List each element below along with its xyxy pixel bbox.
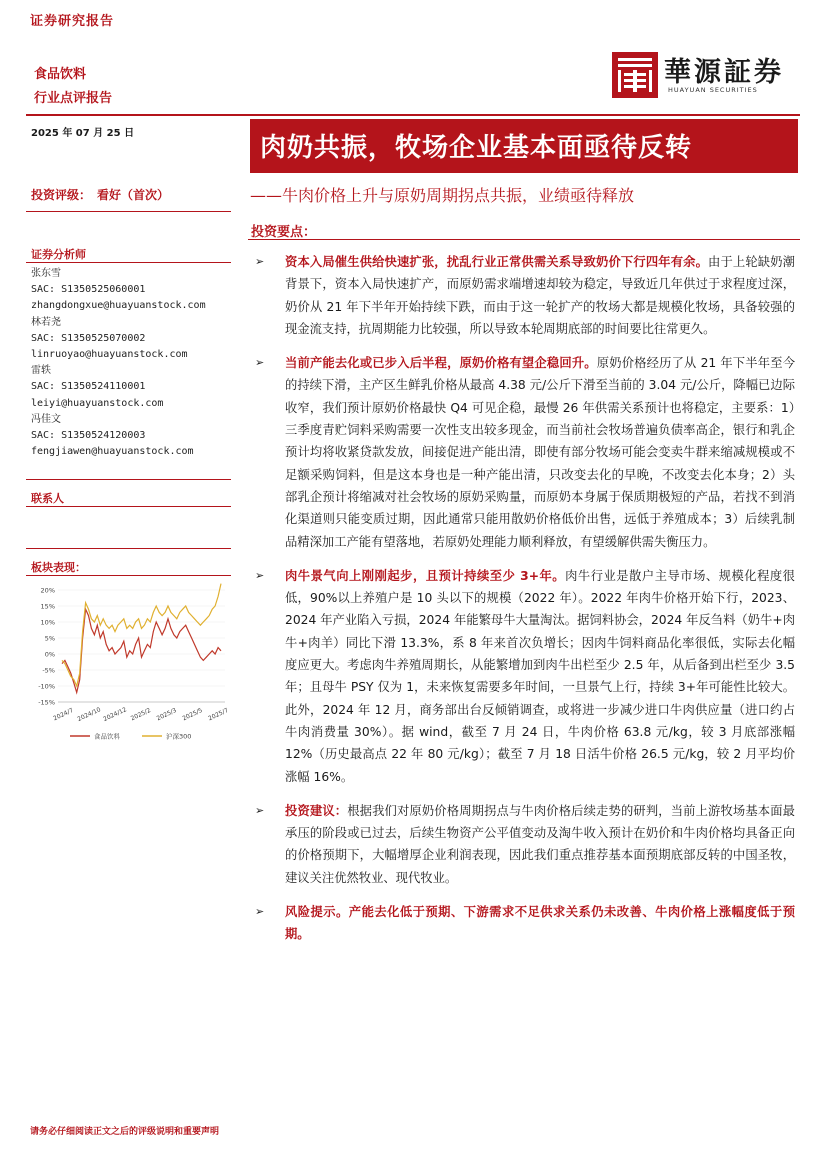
sector-block bbox=[34, 63, 112, 111]
board-performance-heading: 板块表现： bbox=[31, 561, 86, 574]
x-tick-label: 2025/5 bbox=[181, 707, 204, 723]
report-subtitle: ——牛肉价格上升与原奶周期拐点共振，业绩亟待释放 bbox=[250, 186, 635, 205]
header-divider bbox=[26, 114, 800, 116]
left-divider bbox=[26, 506, 231, 507]
analyst-email: linruoyao@huayuanstock.com bbox=[31, 349, 188, 361]
analyst-email: zhangdongxue@huayuanstock.com bbox=[31, 300, 206, 312]
right-divider bbox=[248, 239, 800, 240]
point-body: 肉牛行业是散户主导市场、规模化程度很低，90%以上养殖户是 10 头以下的规模（2022 年）。2022 年肉牛价格开始下行，2023、2024 年产业陷入亏损，2024 年能繁母牛大量淘汰。据饲料协会，2024 年反刍料（奶牛+肉牛+肉羊）同比下滑 13.3%，系 8 年来首次负增长；因肉牛饲料商品化率很低，实际去化幅度应更大。考虑肉牛养殖周期长，从能繁增加到肉牛出栏至少 2.5 年，从后备到出栏至少 3.5 年；且母牛 PSY 仅为 1，未来恢复需要多年时间，一旦景气上行，持续 3+年可能性比较大。此外，2024 年 12 月，商务部出台反倾销调查，或将进一步减少进口牛肉供应量（进口约占牛肉消费量 30%）。据 wind，截至 7 月 24 日，牛肉价格 63.8 元/kg，较 3 月底部涨幅 12%（历史最高点 22 年 80 元/kg）；截至 7 月 18 日活牛价格 26.5 元/kg，较 2 月平均价涨幅 16%。 bbox=[285, 568, 795, 784]
point-body: 由于上轮缺奶潮背景下，资本入局快速扩产，而原奶需求端增速却较为稳定，导致近几年供过于求程度过深，奶价从 21 年下半年开始持续下跌，而由于这一轮扩产的牧场大都是规模化牧场，具备较强的现金流支持，抗周期能力比较强，所以导致本轮周期底部的时间要比往常更久。 bbox=[285, 255, 795, 336]
analyst-name: 冯佳文 bbox=[31, 413, 61, 425]
investment-rating bbox=[31, 186, 169, 203]
point-body: 原奶价格经历了从 21 年下半年至今的持续下滑，主产区生鲜乳价格从最高 4.38 元/公斤下滑至当前的 3.04 元/公斤，降幅已边际收窄，我们预计原奶价格最快 Q4 可见企稳，最慢 26 年供需关系预计也将稳定，主要系：1）三季度青贮饲料采购需要一次性支出较多现金，而当前社会牧场普遍负债率高企，银行和乳企预计均将收紧贷款发放，间接促进产能出清，即使有部分牧场可能会变卖牛群来缩减规模或不足额采购饲料，但是这本身也是一种产能出清，只改变去化的早晚，不改变去化本身；2）头部乳企预计将缩减对社会牧场的原奶采购量，而原奶本身属于保质期极短的产品，若找不到消化渠道则只能变质过期，因此通常只能用散奶价格低价出售，远低于养殖成本；3）后续乳制品精深加工产能有望落地，若原奶处理能力顺利释放，有望缓解供需失衡压力。 bbox=[285, 356, 795, 549]
left-divider bbox=[26, 479, 231, 480]
analyst-email: fengjiawen@huayuanstock.com bbox=[31, 446, 194, 458]
report-title: 肉奶共振，牧场企业基本面亟待反转 bbox=[260, 133, 693, 163]
y-tick-label: 15% bbox=[40, 602, 55, 611]
report-type-label: 证券研究报告 bbox=[30, 14, 115, 29]
x-tick-label: 2025/2 bbox=[129, 707, 152, 723]
arrow-bullet-icon: ➢ bbox=[255, 356, 265, 370]
contact-heading: 联系人 bbox=[31, 492, 64, 505]
rating-label: 投资评级： bbox=[31, 188, 92, 202]
arrow-bullet-icon: ➢ bbox=[255, 905, 265, 919]
key-point bbox=[255, 251, 795, 340]
arrow-bullet-icon: ➢ bbox=[255, 255, 265, 268]
report-category: 行业点评报告 bbox=[34, 91, 113, 106]
point-lead: 肉牛景气向上刚刚起步，且预计持续至少 3+年。 bbox=[285, 568, 566, 583]
arrow-bullet-icon: ➢ bbox=[255, 568, 265, 582]
series-line bbox=[62, 584, 221, 686]
y-tick-label: -15% bbox=[38, 698, 55, 707]
rating-value: 看好（首次） bbox=[97, 188, 170, 202]
logo-name: 華源証券 bbox=[664, 57, 784, 88]
y-tick-label: 20% bbox=[40, 586, 55, 595]
x-tick-label: 2025/3 bbox=[155, 707, 178, 723]
y-tick-label: 10% bbox=[40, 618, 55, 627]
analyst-email: leiyi@huayuanstock.com bbox=[31, 397, 164, 409]
left-divider bbox=[26, 211, 231, 212]
y-tick-label: -5% bbox=[42, 666, 55, 675]
analysts-heading: 证券分析师 bbox=[31, 248, 86, 261]
board-performance-chart bbox=[30, 582, 230, 747]
point-lead: 风险提示。产能去化低于预期、下游需求不足供求关系仍未改善、牛肉价格上涨幅度低于预期。 bbox=[285, 905, 795, 942]
y-tick-label: 0% bbox=[44, 650, 55, 659]
key-point bbox=[255, 901, 795, 946]
analyst-name: 雷轶 bbox=[31, 365, 51, 377]
x-tick-label: 2024/7 bbox=[52, 707, 75, 723]
disclaimer-footer: 请务必仔细阅读正文之后的评级说明和重要声明 bbox=[30, 1127, 220, 1137]
company-logo bbox=[612, 48, 798, 100]
analyst-sac: SAC: S1350525070002 bbox=[31, 332, 146, 344]
analyst-sac: SAC: S1350524110001 bbox=[31, 381, 146, 393]
report-date: 2025 年 07 月 25 日 bbox=[31, 128, 135, 139]
left-divider bbox=[26, 548, 231, 549]
x-tick-label: 2024/10 bbox=[76, 706, 102, 724]
logo-english-name: HUAYUAN SECURITIES bbox=[668, 86, 758, 94]
y-tick-label: 5% bbox=[44, 634, 55, 643]
key-points bbox=[255, 251, 795, 946]
analyst-list bbox=[31, 266, 241, 460]
key-point bbox=[255, 352, 795, 553]
left-divider bbox=[26, 575, 231, 576]
x-tick-label: 2024/12 bbox=[102, 706, 128, 724]
arrow-bullet-icon: ➢ bbox=[255, 803, 265, 817]
left-divider bbox=[26, 262, 231, 263]
logo-mark-icon bbox=[612, 52, 658, 98]
analyst-name: 林若尧 bbox=[31, 316, 61, 328]
point-lead: 资本入局催生供给快速扩张，扰乱行业正常供需关系导致奶价下行四年有余。 bbox=[285, 255, 709, 269]
sector-name: 食品饮料 bbox=[34, 67, 87, 82]
legend-label: 食品饮料 bbox=[94, 732, 120, 741]
key-point bbox=[255, 565, 795, 788]
analyst-sac: SAC: S1350524120003 bbox=[31, 430, 146, 442]
point-lead: 投资建议： bbox=[285, 803, 348, 818]
legend-label: 沪深300 bbox=[166, 732, 192, 741]
analyst-name: 张东雪 bbox=[31, 268, 61, 279]
invest-key-heading: 投资要点： bbox=[251, 225, 317, 240]
point-lead: 当前产能去化或已步入后半程，原奶价格有望企稳回升。 bbox=[285, 356, 597, 371]
analyst-sac: SAC: S1350525060001 bbox=[31, 284, 146, 296]
point-body: 根据我们对原奶价格周期拐点与牛肉价格后续走势的研判，当前上游牧场基本面最承压的阶段或已过去，后续生物资产公平值变动及淘牛收入预计在奶价和牛肉价格均具备正向的价格预期下，大幅增厚企业利润表现，因此我们重点推荐基本面预期底部反转的中国圣牧，建议关注优然牧业、现代牧业。 bbox=[285, 803, 795, 885]
x-tick-label: 2025/7 bbox=[207, 707, 230, 723]
y-tick-label: -10% bbox=[38, 682, 55, 691]
key-point bbox=[255, 800, 795, 889]
